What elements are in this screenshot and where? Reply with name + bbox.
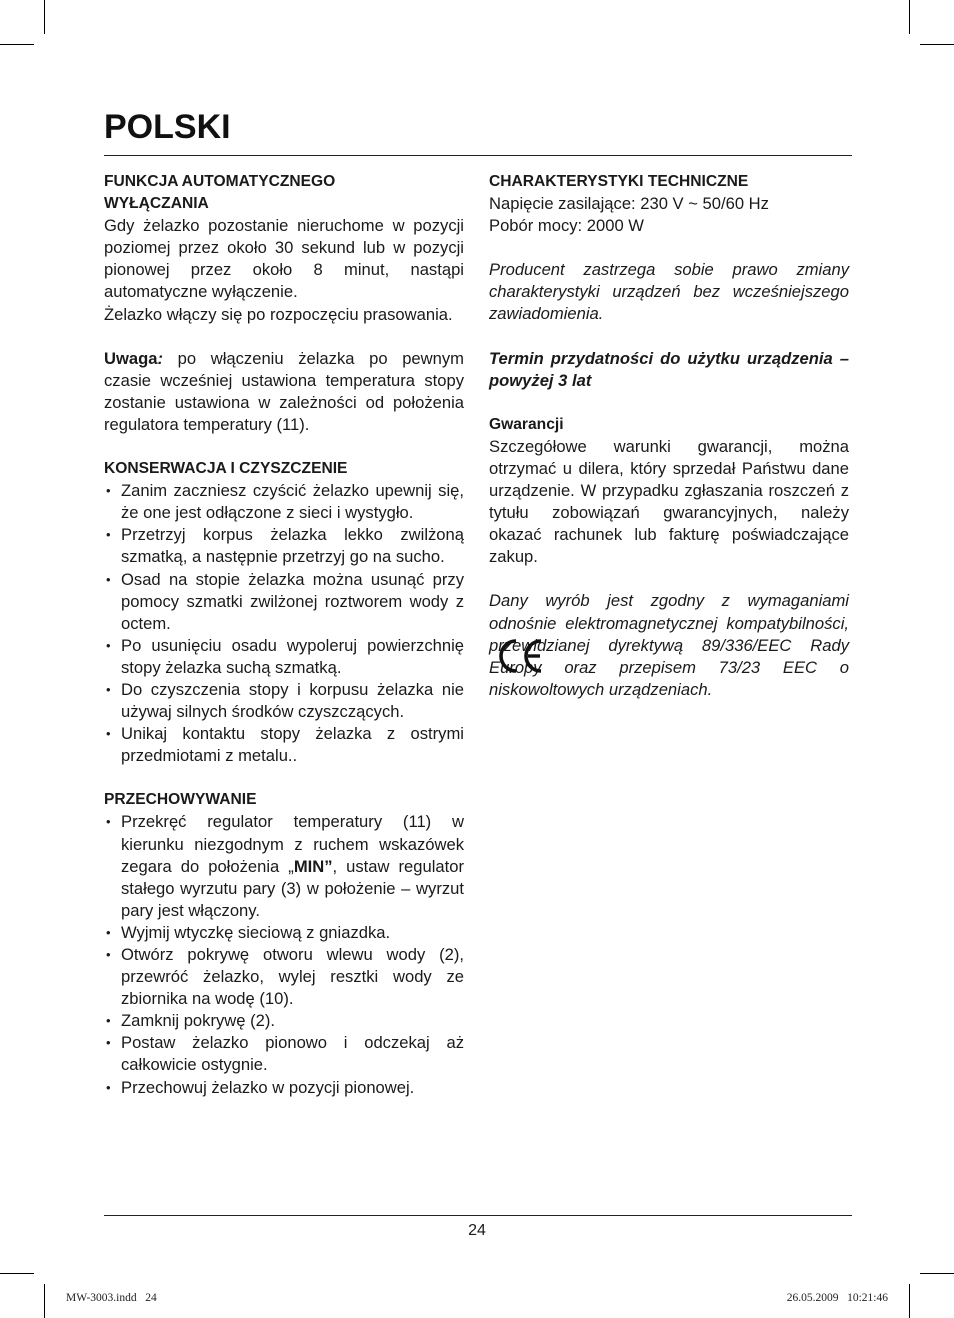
specs-voltage: Napięcie zasilające: 230 V ~ 50/60 Hz: [489, 194, 769, 214]
storage-list: [104, 811, 464, 1098]
crop-mark: [909, 1284, 910, 1318]
list-item: • Po usunięciu osadu wypoleruj powierzchnię stopy żelazka suchą szmatką.: [104, 635, 464, 679]
ce-declaration: [489, 590, 849, 700]
disclaimer-text: Producent zastrzega sobie prawo zmiany charakterystyki urządzeń bez wcześniejszego zawiadomienia.: [489, 260, 849, 324]
note-label: Uwaga: [104, 348, 158, 368]
list-item: • Przechowuj żelazko w pozycji pionowej.: [104, 1077, 464, 1099]
page-number: 24: [468, 1222, 486, 1239]
crop-mark: [0, 44, 34, 45]
maintenance-heading: KONSERWACJA I CZYSZCZENIE: [104, 460, 348, 478]
list-item: • Do czyszczenia stopy i korpusu żelazka nie używaj silnych środków czyszczących.: [104, 679, 464, 723]
header-rule: [104, 155, 852, 156]
crop-mark: [920, 44, 954, 45]
auto-off-paragraph-2: Żelazko włączy się po rozpoczęciu prasowania.: [104, 304, 453, 324]
specs-power: Pobór mocy: 2000 W: [489, 216, 644, 236]
crop-mark: [44, 0, 45, 34]
list-item: • Wyjmij wtyczkę sieciową z gniazdka.: [104, 922, 464, 944]
page-title: POLSKI: [104, 108, 231, 146]
auto-off-heading: FUNKCJA AUTOMATYCZNEGO WYŁĄCZANIA: [104, 173, 336, 213]
list-item: • Unikaj kontaktu stopy żelazka z ostrymi przedmiotami z metalu..: [104, 723, 464, 767]
maintenance-list: [104, 480, 464, 767]
footer-rule: [104, 1215, 852, 1216]
ce-text: Dany wyrób jest zgodny z wymaganiami odnośnie elektromagnetycznej kompatybilności, przewidzianej dyrektywą 89/336/EEC Rady Europy oraz przepisem 73/23 EEC o niskowoltowych urządzeniach.: [489, 591, 849, 699]
shelf-life-text: Termin przydatności do użytku urządzenia – powyżej 3 lat: [489, 348, 849, 390]
list-item: • Postaw żelazko pionowo i odczekaj aż całkowicie ostygnie.: [104, 1032, 464, 1076]
left-column: [104, 171, 464, 1099]
crop-mark: [909, 0, 910, 34]
list-item: • Zamknij pokrywę (2).: [104, 1010, 464, 1032]
slug-file: MW-3003.indd 24: [66, 1292, 157, 1304]
list-item: • Przekręć regulator temperatury (11) w kierunku niezgodnym z ruchem wskazówek zegara do położenia „MIN”, ustaw regulator stałego wyrzutu pary (3) w położenie – wyrzut pary jest włączony.: [104, 811, 464, 921]
list-item: • Osad na stopie żelazka można usunąć przy pomocy szmatki zwilżonej roztworem wody z octem.: [104, 569, 464, 635]
crop-mark: [920, 1273, 954, 1274]
warranty-heading: Gwarancji: [489, 415, 564, 433]
crop-mark: [0, 1273, 34, 1274]
list-item: • Przetrzyj korpus żelazka lekko zwilżoną szmatką, a następnie przetrzyj go na sucho.: [104, 524, 464, 568]
list-item: • Zanim zaczniesz czyścić żelazko upewnij się, że one jest odłączone z sieci i wystygło.: [104, 480, 464, 524]
warranty-text: Szczegółowe warunki gwarancji, można otrzymać u dilera, który sprzedał Państwu dane urządzenie. W przypadku zgłaszania roszczeń z tytułu zobowiązań gwarancyjnych, należy okazać rachunek lub fakturę poświadczające zakup.: [489, 436, 849, 567]
storage-heading: PRZECHOWYWANIE: [104, 791, 257, 809]
crop-mark: [44, 1284, 45, 1318]
slug-timestamp: 26.05.2009 10:21:46: [786, 1292, 888, 1304]
ce-mark-icon: [495, 636, 545, 676]
auto-off-paragraph: Gdy żelazko pozostanie nieruchome w pozycji poziomej przez około 30 sekund lub w pozycji pionowej przez około 8 minut, nastąpi automatyczne wyłączenie.: [104, 216, 464, 302]
list-item: • Otwórz pokrywę otworu wlewu wody (2), przewróć żelazko, wylej resztki wody ze zbiornika na wodę (10).: [104, 944, 464, 1010]
right-column: [489, 171, 849, 701]
specs-heading: CHARAKTERYSTYKI TECHNICZNE: [489, 173, 749, 190]
note-paragraph: Uwaga: po włączeniu żelazka po pewnym czasie wcześniej ustawiona temperatura stopy zostanie ustawiona w zależności od położenia regulatora temperatury (11).: [104, 348, 464, 434]
